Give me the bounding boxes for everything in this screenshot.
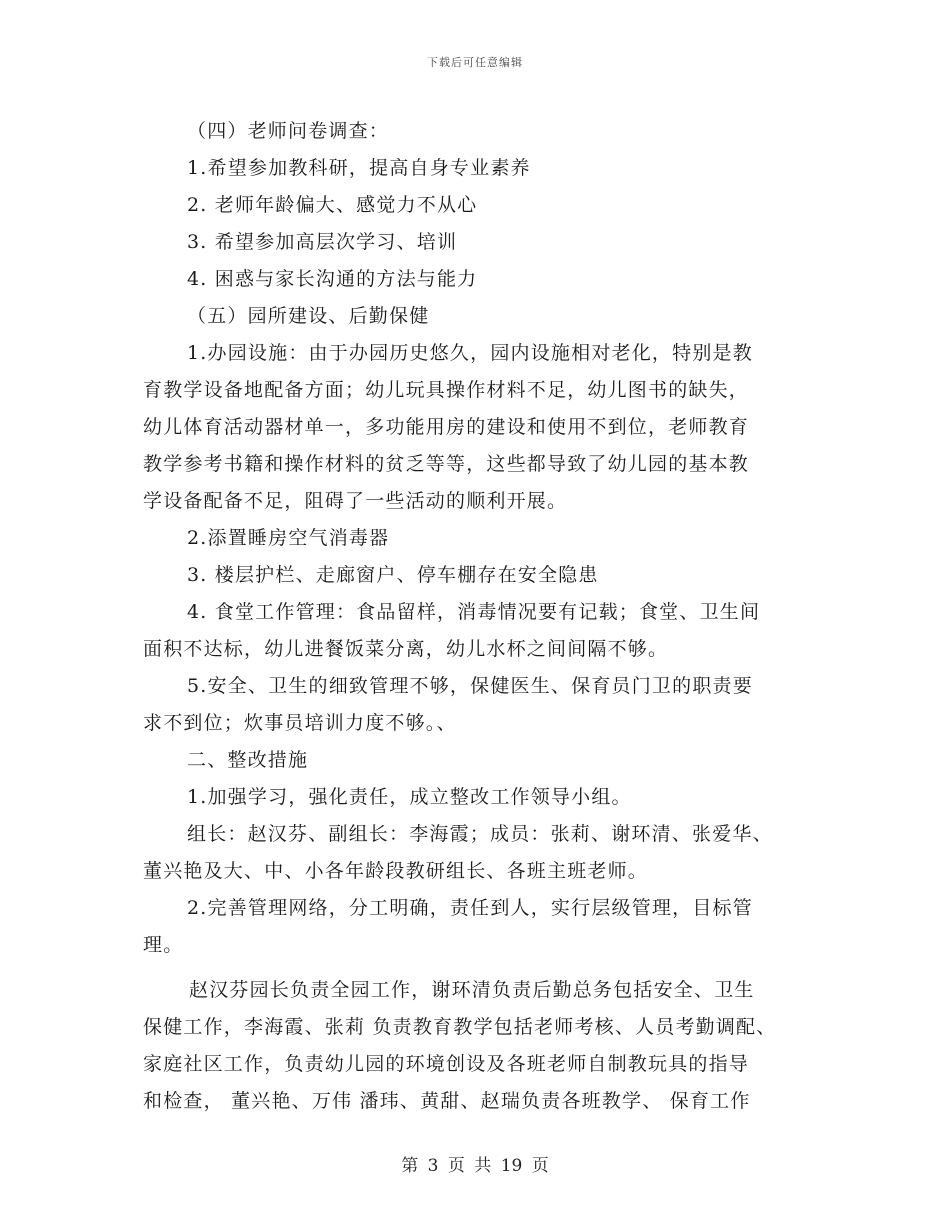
section-heading-rectification: 二、整改措施	[187, 749, 309, 771]
page-number-footer: 第 3 页 共 19 页	[401, 1156, 549, 1176]
paragraph-gap	[143, 964, 823, 972]
paragraph-line: 3. 楼层护栏、走廊窗户、停车棚存在安全隐患	[187, 564, 599, 586]
paragraph-line: 2. 老师年龄偏大、感觉力不从心	[187, 194, 478, 216]
paragraph-line: 3. 希望参加高层次学习、培训	[187, 231, 458, 253]
paragraph-line: 保健工作，李海霞、张莉 负责教育教学包括老师考核、人员考勤调配、	[143, 1016, 777, 1038]
paragraph-line: 1.希望参加教科研，提高自身专业素养	[187, 157, 531, 179]
section-heading-teacher-survey: （四）老师问卷调查：	[187, 120, 390, 142]
paragraph-line: 学设备配备不足，阻碍了一些活动的顺利开展。	[143, 490, 568, 512]
document-body	[143, 113, 823, 1120]
paragraph-line: 2.添置睡房空气消毒器	[187, 527, 390, 549]
paragraph-line: 赵汉芬园长负责全园工作，谢环清负责后勤总务包括安全、卫生	[189, 979, 755, 1001]
paragraph-line: 育教学设备地配备方面；幼儿玩具操作材料不足，幼儿图书的缺失，	[143, 379, 750, 401]
page-header: 下载后可任意编辑	[427, 56, 523, 69]
paragraph-line: 面积不达标，幼儿进餐饭菜分离，幼儿水杯之间间隔不够。	[143, 638, 669, 660]
paragraph-line: 理。	[143, 934, 184, 956]
paragraph-line: 5.安全、卫生的细致管理不够，保健医生、保育员门卫的职责要	[187, 675, 753, 697]
paragraph-line: 4. 食堂工作管理：食品留样，消毒情况要有记载；食堂、卫生间	[187, 601, 761, 623]
paragraph-line: 组长：赵汉芬、副组长：李海霞；成员：张莉、谢环清、张爱华、	[187, 823, 773, 845]
paragraph-line: 教学参考书籍和操作材料的贫乏等等，这些都导致了幼儿园的基本教	[143, 453, 750, 475]
paragraph-line: 董兴艳及大、中、小各年龄段教研组长、各班主班老师。	[143, 860, 649, 882]
paragraph-line: 求不到位；炊事员培训力度不够。、	[143, 712, 457, 734]
paragraph-line: 1.加强学习，强化责任，成立整改工作领导小组。	[187, 786, 632, 808]
paragraph-line: 2.完善管理网络，分工明确，责任到人，实行层级管理，目标管	[187, 897, 753, 919]
paragraph-line: 家庭社区工作，负责幼儿园的环境创设及各班老师自制教玩具的指导	[143, 1053, 750, 1075]
paragraph-line: 4. 困惑与家长沟通的方法与能力	[187, 268, 478, 290]
paragraph-line: 1.办园设施：由于办园历史悠久，园内设施相对老化，特别是教	[187, 342, 753, 364]
section-heading-facilities: （五）园所建设、后勤保健	[187, 305, 430, 327]
paragraph-line: 幼儿体育活动器材单一，多功能用房的建设和使用不到位，老师教育	[143, 416, 750, 438]
paragraph-line: 和检查， 董兴艳、万伟 潘玮、黄甜、赵瑞负责各班教学、 保育工作	[143, 1090, 751, 1112]
